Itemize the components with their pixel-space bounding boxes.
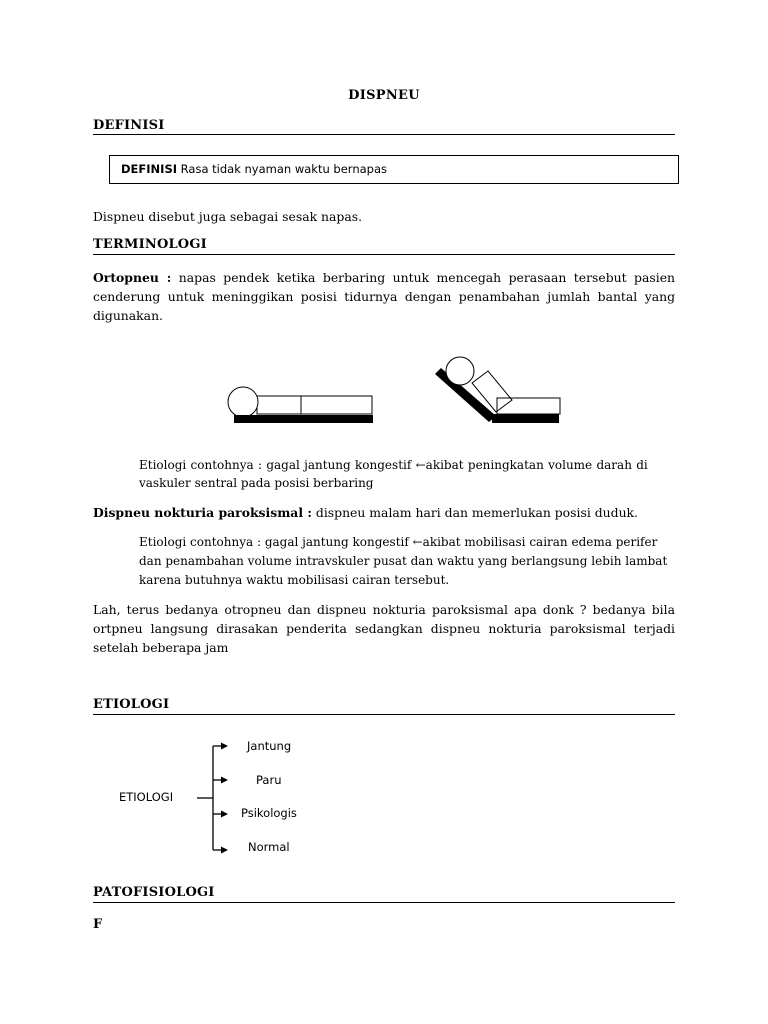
pnd-etiology-line1: Etiologi contohnya : gagal jantung kongestif ←akibat mobilisasi cairan edema perifer xyxy=(139,535,658,549)
pnd-term: Dispneu nokturia paroksismal : xyxy=(93,505,312,520)
etiology-branch-jantung: Jantung xyxy=(247,739,292,753)
definition-term: DEFINISI xyxy=(121,162,178,176)
etiology-branch-paru: Paru xyxy=(256,773,282,787)
section-heading-patofisiologi: PATOFISIOLOGI xyxy=(93,885,215,900)
ortopneu-term: Ortopneu : xyxy=(93,270,172,285)
page-title: DISPNEU xyxy=(348,88,420,103)
etiology-branch-normal: Normal xyxy=(248,840,290,854)
section-heading-etiologi: ETIOLOGI xyxy=(93,697,170,712)
section-heading-definisi: DEFINISI xyxy=(93,118,165,133)
lying-patient-figure xyxy=(228,387,373,423)
comparison-paragraph: Lah, terus bedanya otropneu dan dispneu nokturia paroksismal apa donk ? bedanya bila ortpneu langsung dirasakan penderita sedangkan dispneu nokturia paroksismal terjadi setelah beberapa jam xyxy=(93,602,675,655)
section-rule xyxy=(93,254,675,255)
section-rule xyxy=(93,714,675,715)
etiology-tree-connectors xyxy=(190,738,230,858)
section-rule xyxy=(93,134,675,135)
section-heading-terminologi: TERMINOLOGI xyxy=(93,237,207,252)
section-rule xyxy=(93,902,675,903)
ortopneu-etiology-line2: vaskuler sentral pada posisi berbaring xyxy=(139,476,374,490)
etiology-tree-root: ETIOLOGI xyxy=(119,790,174,804)
propped-patient-figure xyxy=(435,357,560,423)
pnd-etiology-line3: karena butuhnya waktu mobilisasi cairan tersebut. xyxy=(139,573,450,587)
ortopneu-paragraph xyxy=(93,268,675,325)
intro-text: Dispneu disebut juga sebagai sesak napas. xyxy=(93,209,363,224)
pnd-etiology-line2: dan penambahan volume intravskuler pusat dan waktu yang berlangsung lebih lambat xyxy=(139,554,668,568)
etiology-branch-psikologis: Psikologis xyxy=(241,806,297,820)
trailing-text: F xyxy=(93,917,103,932)
pnd-text: dispneu malam hari dan memerlukan posisi duduk. xyxy=(315,505,638,520)
ortopneu-text: napas pendek ketika berbaring untuk mencegah perasaan tersebut pasien cenderung untuk meninggikan posisi tidurnya dengan penambahan jumlah bantal yang digunakan. xyxy=(93,270,676,323)
ortopneu-etiology-line1: Etiologi contohnya : gagal jantung kongestif ←akibat peningkatan volume darah di xyxy=(139,458,648,472)
pnd-paragraph xyxy=(93,503,675,522)
definition-text: Rasa tidak nyaman waktu bernapas xyxy=(180,162,387,176)
definition-box xyxy=(109,155,679,184)
position-illustration xyxy=(222,352,562,430)
